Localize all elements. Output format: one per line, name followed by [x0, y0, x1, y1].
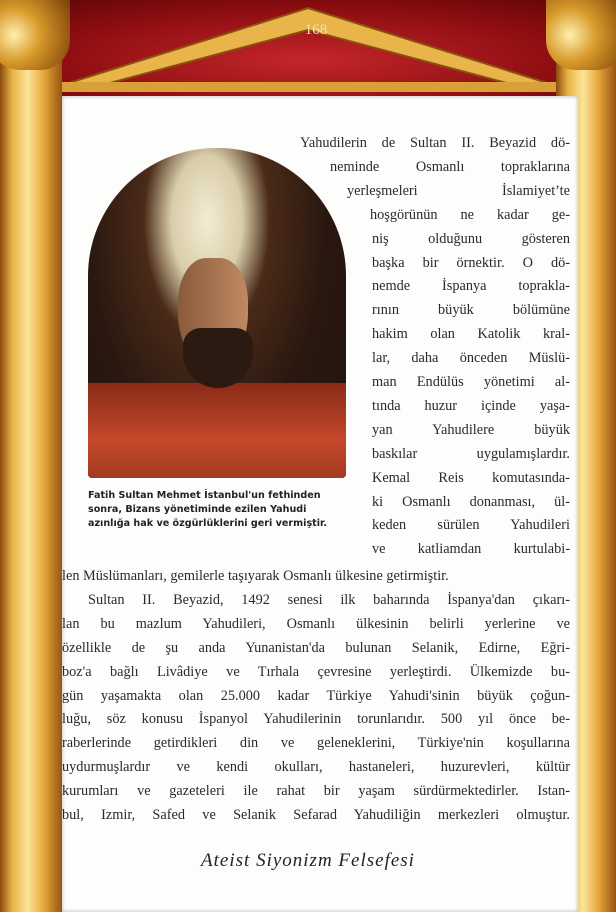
image-caption: Fatih Sultan Mehmet İstanbul'un fethinden sonra, Bizans yönetiminde ezilen Yahudi azınlığa hak ve özgürlüklerini geri vermiştir.: [88, 490, 328, 530]
text-line: rının büyük bölümüne: [372, 302, 570, 319]
text-line: man Endülüs yönetimi al-: [372, 374, 570, 390]
text-line: bul, Izmir, Safed ve Selanik Sefarad Yahudiliğin merkezleri olmuştur.: [62, 807, 570, 823]
book-title-footer: Ateist Siyonizm Felsefesi: [201, 850, 415, 871]
text-line: başka bir örnektir. O dö-: [372, 254, 570, 271]
text-line: lar, daha önceden Müslü-: [372, 350, 570, 367]
portrait-image: [88, 148, 346, 478]
left-column-decoration: [0, 0, 62, 912]
text-line: yan Yahudilere büyük: [372, 421, 570, 438]
text-line: kurumları ve gazeteleri ile rahat bir yaşam sürdürmektedirler. Istan-: [62, 783, 570, 800]
text-line: baskılar uygulamışlardır.: [372, 445, 570, 462]
text-line: Yahudilerin de Sultan II. Beyazid dö-: [300, 135, 570, 151]
text-line: ve katliamdan kurtulabi-: [372, 541, 570, 558]
text-line: hoşgörünün ne kadar ge-: [370, 206, 570, 223]
text-line: lan bu mazlum Yahudileri, Osmanlı ülkesinin belirli yerlerine ve: [62, 615, 570, 632]
text-line: gün yaşamakta olan 25.000 kadar Türkiye Yahudi'sinin büyük çoğun-: [62, 687, 570, 704]
text-line: tında huzur içinde yaşa-: [372, 397, 570, 414]
text-line: luğu, söz konusu İspanyol Yahudilerinin torunlarıdır. 500 yıl önce be-: [62, 711, 570, 728]
text-line: raberlerinde getirdikleri din ve geleneklerini, Türkiye'nin koşullarına: [62, 735, 570, 752]
text-line: nemde İspanya toprakla-: [372, 278, 570, 295]
text-line: ki Osmanlı donanması, ül-: [372, 493, 570, 510]
text-line: özellikle de şu anda Yunanistan'da bulunan Selanik, Edirne, Eğri-: [62, 639, 570, 656]
text-line: boz'a bağlı Livâdiye ve Tırhala çevresine yerleştirdi. Ülkemizde bu-: [62, 663, 570, 680]
text-line: uydurmuşlardır ve kendi okulları, hastaneleri, huzurevleri, kültür: [62, 759, 570, 776]
page-number: 168: [304, 22, 328, 38]
text-line: yerleşmeleri İslamiyet’te: [347, 182, 570, 199]
text-line: neminde Osmanlı topraklarına: [330, 158, 570, 175]
text-line: hakim olan Katolik kral-: [372, 326, 570, 343]
text-line: niş olduğunu gösteren: [372, 230, 570, 247]
pediment-ornament: [40, 0, 576, 92]
text-line: keden sürülen Yahudileri: [372, 517, 570, 534]
text-line: Sultan II. Beyazid, 1492 senesi ilk baharında İspanya'dan çıkarı-: [88, 591, 570, 608]
text-line: len Müslümanları, gemilerle taşıyarak Osmanlı ülkesine getirmiştir.: [62, 568, 449, 584]
text-line: Kemal Reis komutasında-: [372, 469, 570, 486]
